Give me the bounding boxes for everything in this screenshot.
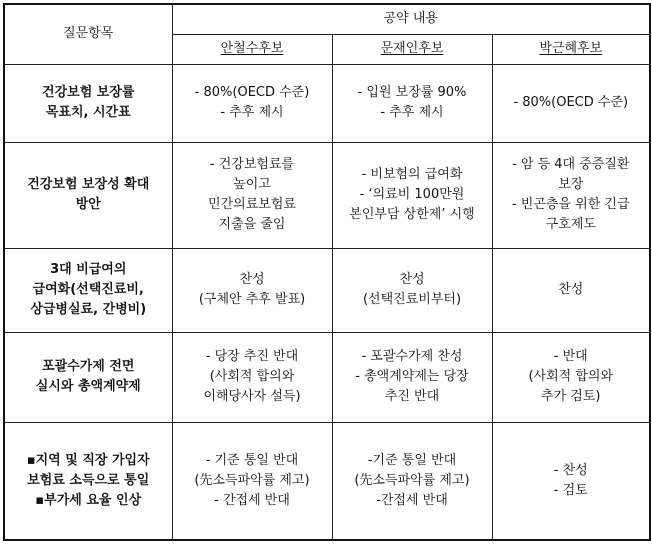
answer-line: 민간의료보험료 [208, 197, 296, 212]
answer-line: 지출을 줄임 [218, 217, 286, 232]
answer-line: (사회적 합의와 [528, 369, 614, 384]
answer-line: - 포괄수가제 찬성 [361, 349, 463, 364]
answer-cell-ahn [172, 332, 332, 422]
answer-cell-park [492, 422, 650, 540]
question-line: 목표치, 시간표 [45, 105, 131, 120]
answer-line: 본인부담 상한제’ 시행 [349, 207, 475, 222]
pledge-table-container [3, 3, 651, 541]
question-line: 방안 [75, 197, 101, 212]
answer-line: 보장 [558, 177, 584, 192]
question-cell [4, 422, 172, 540]
answer-line: - 암 등 4대 중증질환 [512, 157, 630, 172]
question-line: 상급병실료, 간병비) [30, 302, 147, 317]
answer-line: - 비보험의 급여화 [361, 167, 463, 182]
answer-line: 추가 검토) [541, 389, 601, 404]
answer-cell-park [492, 142, 650, 248]
question-line: 보험료 소득으로 통일 [27, 472, 150, 488]
question-line: ▪지역 및 직장 가입자 [26, 452, 150, 468]
answer-line: - 80%(OECD 수준) [194, 85, 310, 100]
answer-line: 찬성 [558, 282, 584, 297]
answer-line: - 당장 추진 반대 [205, 349, 299, 364]
answer-cell-moon [332, 248, 492, 332]
answer-line: - 찬성 [553, 462, 588, 478]
question-column-header-text: 질문항목 [63, 26, 114, 42]
candidate-name: 문재인후보 [380, 41, 444, 56]
answer-line: 찬성 [399, 272, 425, 287]
answer-cell-ahn [172, 64, 332, 142]
table-row [4, 142, 650, 248]
candidate-name: 박근혜후보 [539, 41, 603, 56]
answer-line: - 간접세 반대 [214, 492, 290, 508]
question-cell [4, 248, 172, 332]
candidate-header-moon [332, 34, 492, 64]
question-line: 급여화(선택진료비, [32, 282, 144, 297]
answer-line: - 추후 제시 [220, 105, 284, 120]
answer-line: 찬성 [239, 272, 265, 287]
question-cell [4, 332, 172, 422]
answer-line: (구체안 추후 발표) [198, 292, 306, 307]
question-line: 3대 비급여의 [50, 262, 127, 277]
answer-line: 구호제도 [545, 217, 596, 232]
answer-line: - 반대 [553, 349, 588, 364]
answer-cell-ahn [172, 142, 332, 248]
answer-cell-moon [332, 142, 492, 248]
question-line: 포괄수가제 전면 [42, 359, 135, 374]
candidate-name: 안철수후보 [220, 41, 284, 56]
question-line: 실시와 총액계약제 [35, 379, 141, 394]
pledge-comparison-table [3, 3, 651, 541]
answer-line: - 총액계약제는 당장 [355, 369, 469, 384]
answer-line: -기준 통일 반대 [367, 452, 457, 468]
table-row [4, 422, 650, 540]
answer-line: (선택진료비부터) [362, 292, 462, 307]
question-line: ▪부가세 요율 인상 [35, 492, 142, 508]
answer-line: (先소득파악률 제고) [194, 472, 310, 488]
answer-line: - 검토 [553, 482, 588, 498]
answer-line: 높이고 [233, 177, 271, 192]
question-cell [4, 142, 172, 248]
answer-cell-park [492, 332, 650, 422]
answer-line: - 추후 제시 [380, 105, 444, 120]
answer-line: -간접세 반대 [376, 492, 448, 508]
answer-cell-moon [332, 332, 492, 422]
answer-line: - 입원 보장률 90% [357, 85, 467, 100]
answer-cell-ahn [172, 248, 332, 332]
candidate-header-park [492, 34, 650, 64]
table-row [4, 248, 650, 332]
answer-line: - ‘의료비 100만원 [359, 187, 465, 202]
answer-line: - 빈곤층을 위한 긴급 [511, 197, 630, 212]
candidate-header-ahn [172, 34, 332, 64]
pledge-group-header-text: 공약 내용 [383, 11, 438, 27]
question-line: 건강보험 보장성 확대 [27, 177, 150, 192]
question-line: 건강보험 보장률 [42, 85, 135, 100]
pledge-group-header [172, 4, 650, 34]
answer-cell-park [492, 248, 650, 332]
answer-line: - 건강보험료를 [209, 157, 295, 172]
table-row [4, 64, 650, 142]
answer-cell-park [492, 64, 650, 142]
answer-line: (先소득파악률 제고) [354, 472, 470, 488]
answer-line: - 기준 통일 반대 [205, 452, 299, 468]
table-row [4, 332, 650, 422]
question-column-header [4, 4, 172, 64]
answer-line: 추진 반대 [384, 389, 440, 404]
answer-cell-moon [332, 64, 492, 142]
answer-line: - 80%(OECD 수준) [513, 95, 629, 110]
answer-cell-moon [332, 422, 492, 540]
question-cell [4, 64, 172, 142]
answer-cell-ahn [172, 422, 332, 540]
answer-line: 이해당사자 설득) [203, 389, 301, 404]
answer-line: (사회적 합의와 [209, 369, 295, 384]
